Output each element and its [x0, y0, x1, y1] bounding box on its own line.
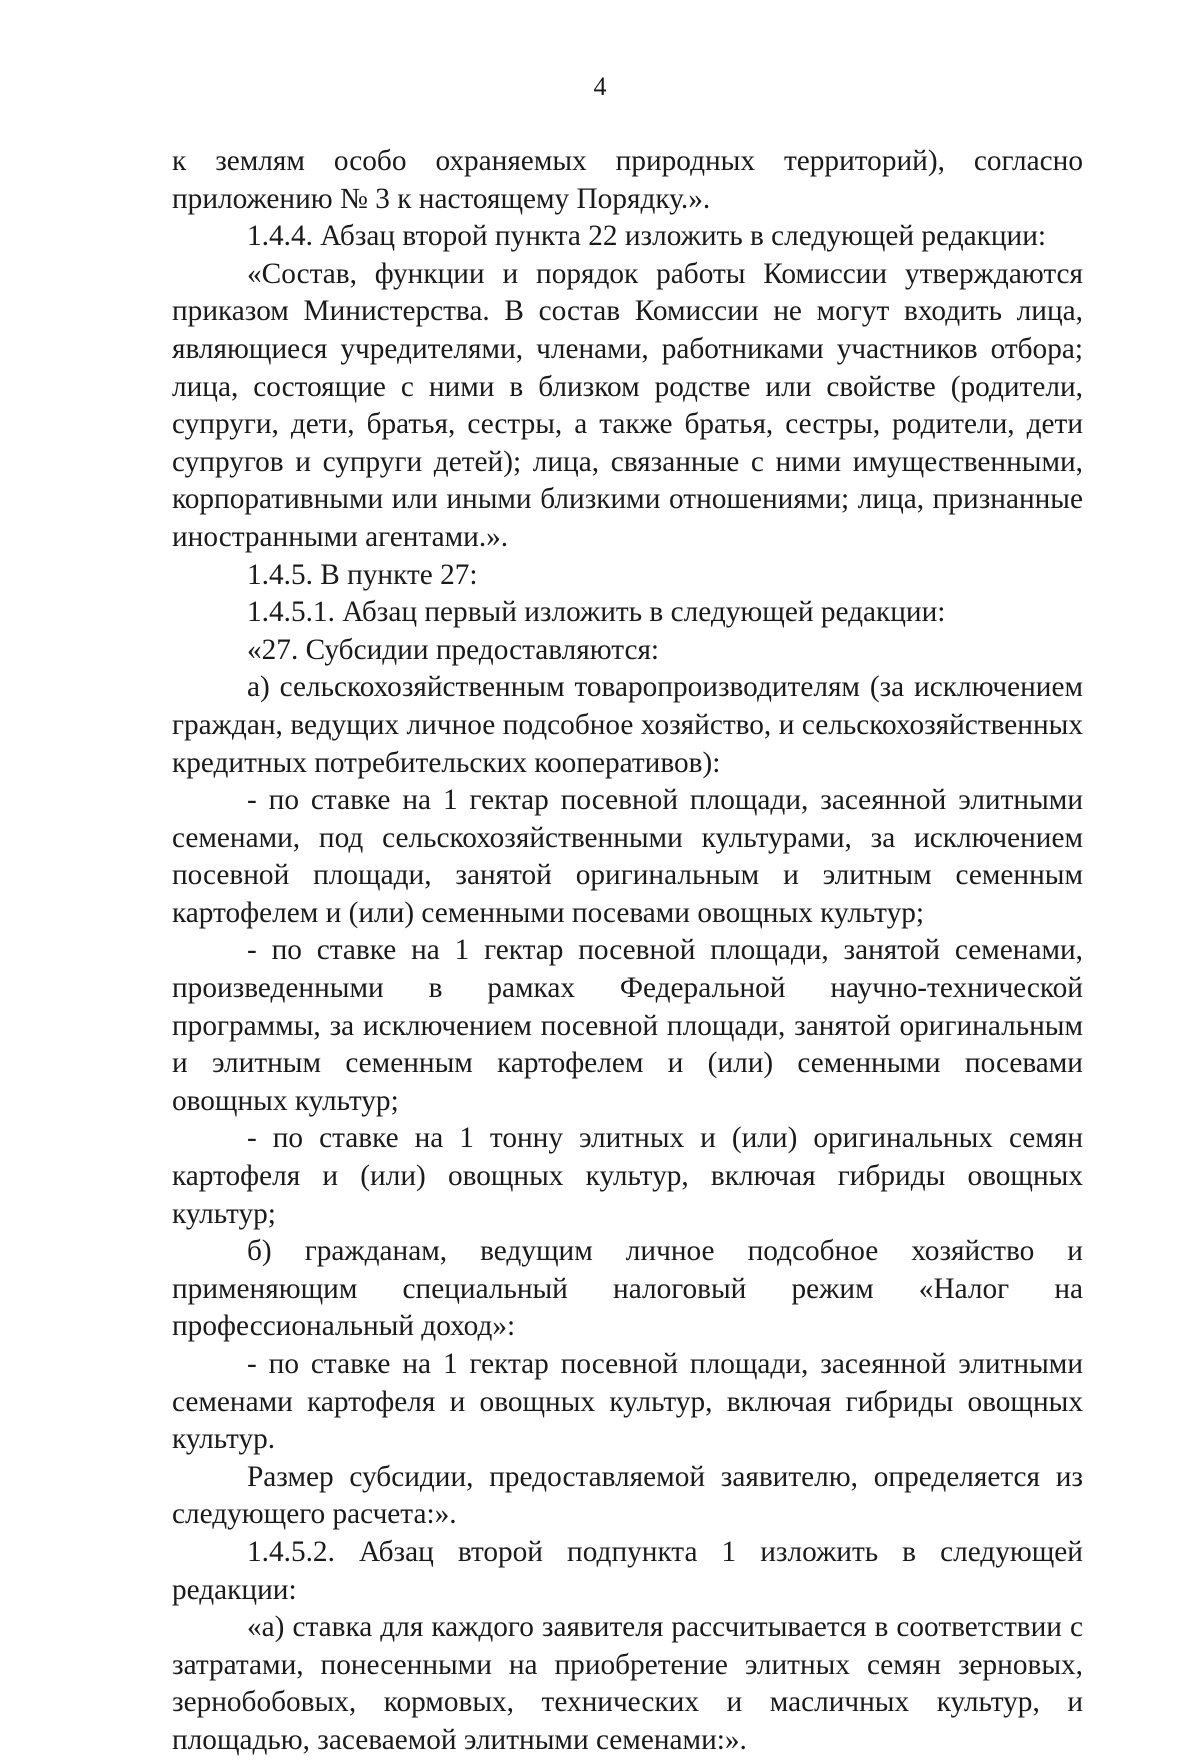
- paragraph-item-a: а) сельскохозяйственным товаропроизводителям (за исключением граждан, ведущих личное подсобное хозяйство, и сельскохозяйственных кредитных потребительских кооперативов):: [172, 671, 1083, 779]
- document-body: [172, 143, 1083, 1760]
- paragraph-subsidy-size: Размер субсидии, предоставляемой заявителю, определяется из следующего расчета:».: [172, 1460, 1083, 1531]
- paragraph-1-4-5-2: 1.4.5.2. Абзац второй подпункта 1 изложить в следующей редакции:: [172, 1535, 1083, 1606]
- page-number: 4: [593, 72, 607, 101]
- paragraph-dash-4: - по ставке на 1 гектар посевной площади, засеянной элитными семенами картофеля и овощных культур, включая гибриды овощных культур.: [172, 1348, 1083, 1456]
- paragraph-27-subsidies: «27. Субсидии предоставляются:: [247, 633, 660, 666]
- paragraph-commission-composition: «Состав, функции и порядок работы Комиссии утверждаются приказом Министерства. В состав Комиссии не могут входить лица, являющиеся учредителями, членами, работниками участников отбора; лица, состоящие с ними в близком родстве или свойстве (родители, супруги, дети, братья, сестры, а также братья, сестры, родители, дети супругов и супруги детей); лица, связанные с ними имущественными, корпоративными или иными близкими отношениями; лица, признанные иностранными агентами.».: [172, 257, 1083, 553]
- paragraph-dash-2: - по ставке на 1 гектар посевной площади, занятой семенами, произведенными в рамках Федеральной научно-технической программы, за исключением посевной площади, занятой оригинальным и элитным семенным картофелем и (или) семенными посевами овощных культур;: [172, 934, 1083, 1117]
- paragraph-1-4-4: 1.4.4. Абзац второй пункта 22 изложить в следующей редакции:: [247, 220, 1047, 253]
- paragraph-dash-3: - по ставке на 1 тонну элитных и (или) оригинальных семян картофеля и (или) овощных культур, включая гибриды овощных культур;: [172, 1122, 1083, 1230]
- paragraph-rate-calculation: «а) ставка для каждого заявителя рассчитывается в соответствии с затратами, понесенными на приобретение элитных семян зерновых, зернобобовых, кормовых, технических и масличных культур, и площадью, засеваемой элитными семенами:».: [172, 1611, 1083, 1756]
- paragraph-1-4-5-1: 1.4.5.1. Абзац первый изложить в следующей редакции:: [247, 596, 946, 629]
- paragraph-item-b: б) гражданам, ведущим личное подсобное хозяйство и применяющим специальный налоговый режим «Налог на профессиональный доход»:: [172, 1235, 1083, 1343]
- paragraph-1-4-5: 1.4.5. В пункте 27:: [247, 558, 478, 591]
- paragraph-dash-1: - по ставке на 1 гектар посевной площади, засеянной элитными семенами, под сельскохозяйственными культурами, за исключением посевной площади, занятой оригинальным и элитным семенным картофелем и (или) семенными посевами овощных культур;: [172, 784, 1083, 929]
- paragraph-continuation: к землям особо охраняемых природных территорий), согласно приложению № 3 к настоящему Порядку.».: [172, 145, 1083, 215]
